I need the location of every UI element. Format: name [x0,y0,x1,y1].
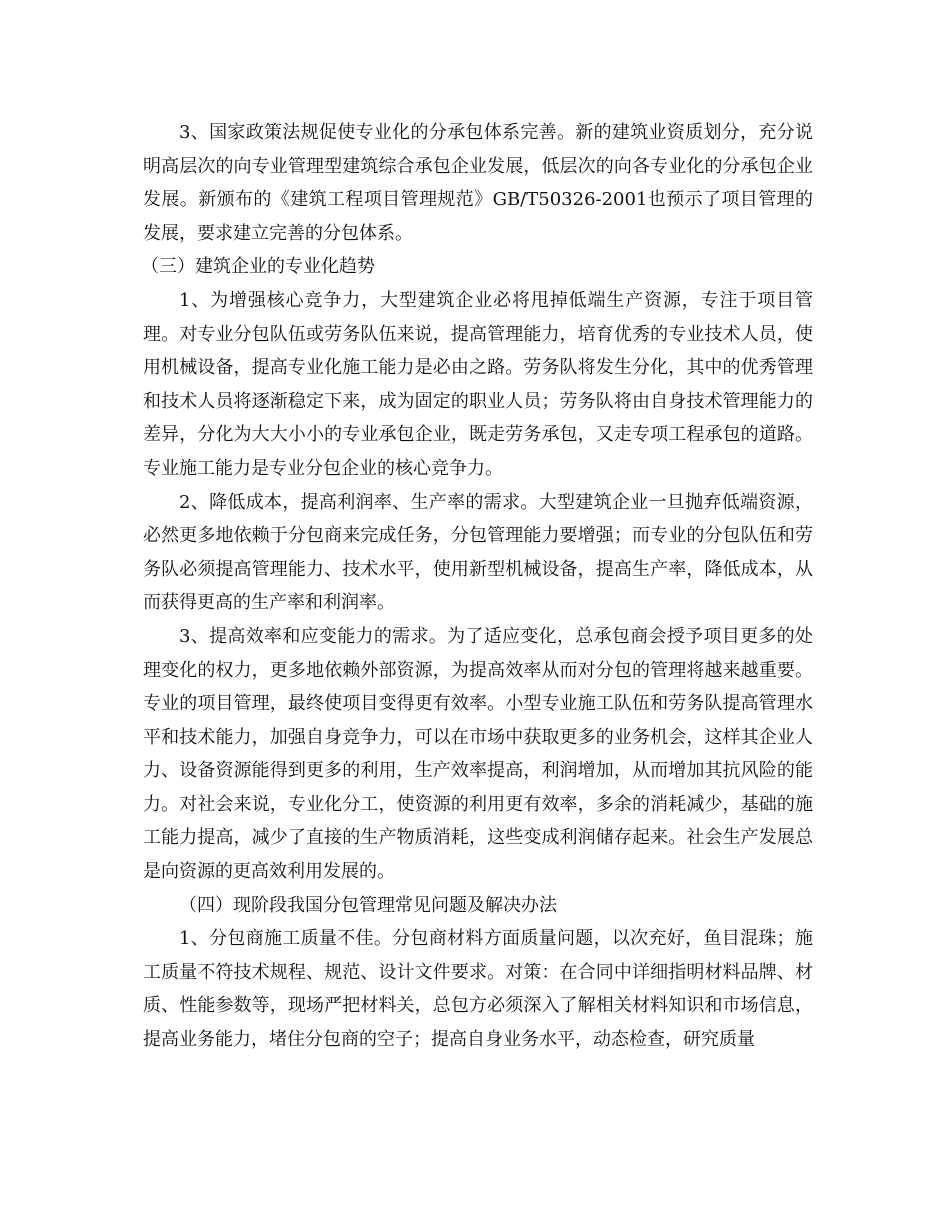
paragraph-core-competitiveness: 1、为增强核心竞争力，大型建筑企业必将甩掉低端生产资源，专注于项目管理。对专业分包队伍或劳务队伍来说，提高管理能力，培育优秀的专业技术人员，使用机械设备，提高专业化施工能力是必由之路。劳务队将发生分化，其中的优秀管理和技术人员将逐渐稳定下来，成为固定的职业人员；劳务队将由自身技术管理能力的差异，分化为大大小小的专业承包企业，既走劳务承包，又走专项工程承包的道路。专业施工能力是专业分包企业的核心竞争力。 [143,289,813,479]
paragraph-efficiency: 3、提高效率和应变能力的需求。为了适应变化，总承包商会授予项目更多的处理变化的权力，更多地依赖外部资源，为提高效率从而对分包的管理将越来越重要。专业的项目管理，最终使项目变得更有效率。小型专业施工队伍和劳务队提高管理水平和技术能力，加强自身竞争力，可以在市场中获取更多的业务机会，这样其企业人力、设备资源能得到更多的利用，生产效率提高，利润增加，从而增加其抗风险的能力。对社会来说，专业化分工，使资源的利用更有效率，多余的消耗减少，基础的施工能力提高，减少了直接的生产物质消耗，这些变成利润储存起来。社会生产发展总是向资源的更高效利用发展的。 [143,625,813,883]
paragraph-quality-issues: 1、分包商施工质量不佳。分包商材料方面质量问题，以次充好，鱼目混珠；施工质量不符技术规程、规范、设计文件要求。对策：在合同中详细指明材料品牌、材质、性能参数等，现场严把材料关，总包方必须深入了解相关材料知识和市场信息，提高业务能力，堵住分包商的空子；提高自身业务水平，动态检查，研究质量 [143,928,813,1051]
section-heading-specialization-trend: （三）建筑企业的专业化趋势 [141,256,375,278]
document-body [143,116,813,1057]
paragraph-policy: 3、国家政策法规促使专业化的分承包体系完善。新的建筑业资质划分，充分说明高层次的向专业管理型建筑综合承包企业发展，低层次的向各专业化的分承包企业发展。新颁布的《建筑工程项目管理规范》GB/T50326-2001也预示了项目管理的发展，要求建立完善的分包体系。 [143,122,813,244]
section-heading-problems-solutions: （四）现阶段我国分包管理常见问题及解决办法 [179,894,557,916]
paragraph-cost-reduction: 2、降低成本，提高利润率、生产率的需求。大型建筑企业一旦抛弃低端资源，必然更多地依赖于分包商来完成任务，分包管理能力要增强；而专业的分包队伍和劳务队必须提高管理能力、技术水平，使用新型机械设备，提高生产率，降低成本，从而获得更高的生产率和利润率。 [143,491,813,614]
